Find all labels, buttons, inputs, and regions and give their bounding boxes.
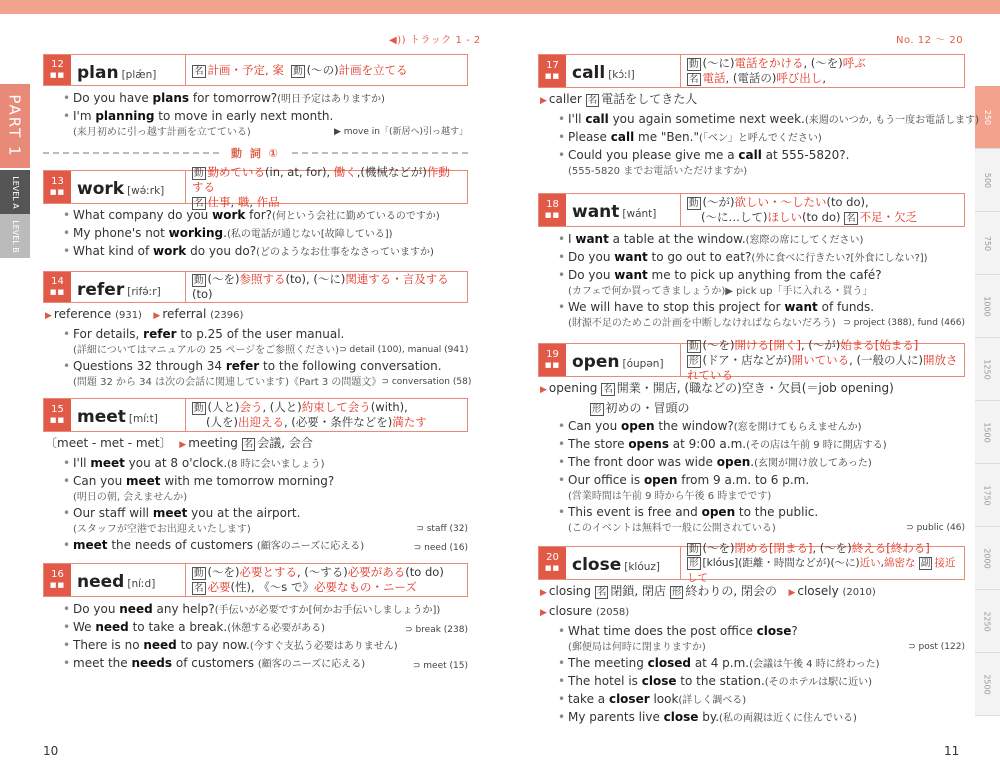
speaker-icon: ◀)) [389,35,406,46]
example-sentence: • Questions 32 through 34 refer to the following conversation. [73,358,468,375]
derivatives: ▶ caller 名 電話をしてきた人 [540,92,698,106]
page-number-left: 10 [43,744,59,758]
derivatives: ▶ closure (2058) [540,604,630,618]
example-sentence: • There is no need to pay now.(今すぐ支払う必要はありません) [73,637,468,655]
derivatives: ▶ reference (931) ▶ referral (2396) [45,307,244,321]
progress-tab[interactable]: 1250 [975,338,1000,401]
entry-number: 14 ■■ [44,272,71,302]
checkbox-icon[interactable]: ■■ [49,188,66,196]
translation-note: (明日の朝, 会えませんか) [73,492,188,503]
definitions: 動 (～を)必要とする, (～する)必要がある(to do) 名 必要(性), 《～s で》必要なもの・ニーズ [194,565,444,594]
translation-note: (このイベントは無料で一般に公開されている) ⊃ public (46) [568,523,965,534]
progress-tabs [975,86,1000,716]
headword: refer [rifə́ːr] [71,272,186,302]
entry-plan [43,54,468,140]
top-color-bar [0,0,1000,14]
level-b-tab[interactable]: LEVEL B [0,214,30,258]
entry-open [538,337,965,536]
entry-range: No. 12 ～ 20 [896,35,964,46]
example-sentence: • What time does the post office close? [568,623,965,640]
entry-need [43,563,468,673]
entry-close [538,540,965,727]
derivatives: ▶ opening 名 開業・開店, (職などの)空き・欠員(＝job opening) [540,381,894,395]
example-sentence: • Our office is open from 9 a.m. to 6 p.m. [568,472,965,489]
translation-note: (カフェで何か買ってきましょうか)▶ pick up「手に入れる・買う」 [568,286,873,297]
headword: call [kɔ́ːl] [566,55,681,87]
entry-refer [43,271,472,390]
translation-note: (スタッフが空港でお出迎えいたします) ⊃ staff (32) [73,524,468,535]
translation-note: (財源不足のためこの計画を中断しなければならないだろう) ⊃ project (388), fund (466) [568,318,965,329]
example-sentence: • Can you open the window?(窓を開けてもらえませんか) [568,418,965,436]
example-sentence: • take a closer look(詳しく調べる) [568,691,965,709]
example-sentence: • Do you have plans for tomorrow?(明日予定はありますか) [73,90,468,108]
translation-note: (555-5820 までお電話いただけますか) [568,166,748,177]
progress-tab[interactable]: 2500 [975,653,1000,716]
entry-header [538,337,965,382]
entry-work [43,164,468,261]
part-tabs [0,84,30,264]
entry-header [43,563,468,597]
entry-header [43,54,468,86]
progress-tab[interactable]: 2250 [975,590,1000,653]
example-sentence: • For details, refer to p.25 of the user manual. [73,326,468,343]
example-sentence: • What company do you work for?(何という会社に勤めているのですか) [73,207,468,225]
entry-number: 13 ■■ [44,171,71,203]
right-page [538,54,980,731]
headword: plan [plǽn] [71,55,186,85]
example-sentence: • My phone's not working.(私の電話が通じない[故障している]) [73,225,468,243]
entry-header [538,540,965,584]
entry-header [538,54,965,88]
checkbox-icon[interactable]: ■■ [49,71,66,79]
example-sentence: • Do you need any help?(手伝いが必要ですか[何かお手伝いしましょうか]) [73,601,468,619]
entry-header [43,398,468,432]
checkbox-icon[interactable]: ■■ [49,581,66,589]
entry-number: 18 ■■ [539,194,566,226]
entry-number: 17 ■■ [539,55,566,87]
example-sentence: • Our staff will meet you at the airport. [73,505,468,522]
headword: meet [míːt] [71,399,186,431]
left-page [43,54,472,677]
example-sentence: • meet the needs of customers (顧客のニーズに応える) ⊃ meet (15) [73,655,468,673]
entry-number: 12 ■■ [44,55,71,85]
headword: want [wánt] [566,194,681,226]
example-sentence: • Do you want me to pick up anything from the café? [568,267,965,284]
translation-note: (詳細についてはマニュアルの 25 ページをご参照ください) ⊃ detail (100), manual (941) [73,345,469,356]
section-divider: 動 詞 ① [43,146,468,160]
example-sentence: • What kind of work do you do?(どのようなお仕事をなさっていますか) [73,243,468,261]
entry-header [43,164,468,209]
example-sentence: • The hotel is close to the station.(そのホテルは駅に近い) [568,673,965,691]
example-sentence: • We need to take a break.(休憩する必要がある) ⊃ break (238) [73,619,468,637]
entry-meet [43,398,468,555]
progress-tab[interactable]: 250 [975,86,1000,149]
entry-number: 19 ■■ [539,344,566,376]
example-sentence: • I want a table at the window.(窓際の席にしてください) [568,231,965,249]
definitions: 動 (～を)開ける[開く], (～が)始まる[始まる] 形 (ドア・店などが)開いている, (一般の人に)開放されている [687,337,958,382]
example-sentence: • Can you meet with me tomorrow morning? [73,473,468,490]
translation-note: (郵便局は何時に閉まりますか) ⊃ post (122) [568,642,965,653]
entry-number: 20 ■■ [539,547,566,579]
example-sentence: • I'm planning to move in early next month. [73,108,468,125]
translation-note: (営業時間は午前 9 時から午後 6 時までです) [568,491,772,502]
entry-want [538,193,965,331]
checkbox-icon[interactable]: ■■ [544,564,561,572]
derivatives: 〔meet - met - met〕 ▶ meeting 名 会議, 会合 [45,436,313,450]
definitions: 動 (～を)参照する(to), (～に)関連する・言及する(to) [192,272,449,301]
derivatives: ▶ closing 名 閉鎖, 閉店 形 終わりの, 閉会の ▶ closely (2010) [540,584,876,598]
example-sentence: • The front door was wide open.(玄関が開け放してあった) [568,454,965,472]
definitions: 動 (～が)欲しい・～したい(to do), (～に…して)ほしい(to do) 名 不足・欠乏 [689,195,918,224]
checkbox-icon[interactable]: ■■ [544,361,561,369]
part-tab[interactable]: PART 1 [0,84,30,168]
definitions: 動 (～に)電話をかける, (～を)呼ぶ 名 電話, (電話の)呼び出し, [689,56,866,85]
headword: open [óupən] [566,344,681,376]
checkbox-icon[interactable]: ■■ [544,211,561,219]
checkbox-icon[interactable]: ■■ [544,72,561,80]
progress-tab[interactable]: 1750 [975,464,1000,527]
progress-tab[interactable]: 1500 [975,401,1000,464]
example-sentence: • We will have to stop this project for want of funds. [568,299,965,316]
example-sentence: • I'll meet you at 8 o'clock.(8 時に会いましょう) [73,455,468,473]
definitions: 動 (人と)会う, (人と)約束して会う(with), (人を)出迎える, (必要・条件などを)満たす [194,400,427,429]
example-sentence: • I'll call you again sometime next week.(来週のいつか, もう一度お電話します) [568,111,965,129]
headword: close [klóuz] [566,547,681,579]
checkbox-icon[interactable]: ■■ [49,288,66,296]
definitions: 動 勤めている(in, at, for), 働く,(機械などが)作動する 名 仕事, 職, 作品 [192,164,450,209]
example-sentence: • The meeting closed at 4 p.m.(会議は午後 4 時に終わった) [568,655,965,673]
translation-note: (問題 32 から 34 は次の会話に関連しています)《Part 3 の問題文》 ⊃ conversation (58) [73,377,472,388]
definitions: 動 (～を)閉める[閉まる], (～を)終える[終わる] 形 [klóus](距離・時間などが)(～に)近い,綿密な 副 接近して [687,540,956,584]
example-sentence: • This event is free and open to the public. [568,504,965,521]
entry-header [538,193,965,227]
example-sentence: • The store opens at 9:00 a.m.(その店は午前 9 時に開店する) [568,436,965,454]
progress-tab[interactable]: 500 [975,149,1000,212]
derivatives: 形 初めの・冒頭の [592,401,690,415]
page-number-right: 11 [944,744,960,758]
headword: need [níːd] [71,564,186,596]
translation-note: (来月初めに引っ越す計画を立てている) ▶ move in「(新居へ)引っ越す」 [73,127,468,138]
level-a-tab[interactable]: LEVEL A [0,170,30,214]
checkbox-icon[interactable]: ■■ [49,416,66,424]
track-label: ◀)) トラック 1 - 2 [389,35,481,46]
example-sentence: • meet the needs of customers (顧客のニーズに応える) ⊃ need (16) [73,537,468,555]
entry-number: 16 ■■ [44,564,71,596]
example-sentence: • Could you please give me a call at 555-5820?. [568,147,965,164]
headword: work [wə́ːrk] [71,171,186,203]
progress-tab[interactable]: 1000 [975,275,1000,338]
entry-number: 15 ■■ [44,399,71,431]
example-sentence: • My parents live close by.(私の両親は近くに住んでいる) [568,709,965,727]
example-sentence: • Do you want to go out to eat?(外に食べに行きたい?[外食にしない?]) [568,249,965,267]
example-sentence: • Please call me "Ben."(「ベン」と呼んでください) [568,129,965,147]
entry-header [43,271,468,303]
progress-tab[interactable]: 2000 [975,527,1000,590]
entry-call [538,54,980,179]
definitions: 名 計画・予定, 案 動 (～の)計画を立てる [194,62,408,77]
progress-tab[interactable]: 750 [975,212,1000,275]
